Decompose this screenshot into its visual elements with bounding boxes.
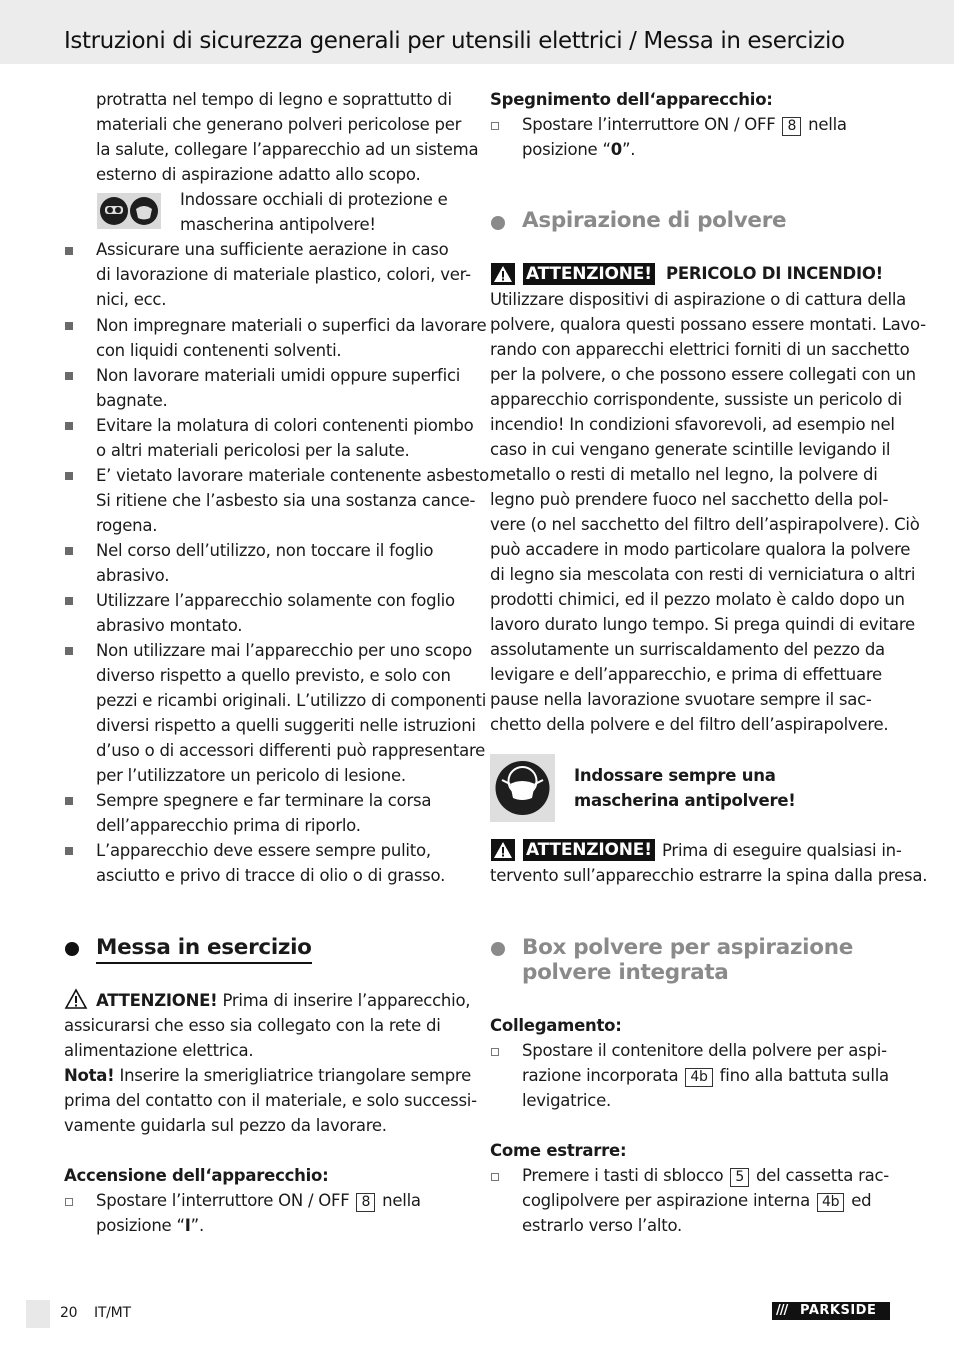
bullet-line: Non impregnare materiali o superfici da lavorare <box>96 316 487 335</box>
page-number: 20 <box>60 1305 78 1321</box>
step-checkbox-icon <box>65 1198 73 1206</box>
ref-8: 8 <box>782 117 801 136</box>
bullet-line: Assicurare una sufficiente aerazione in caso <box>96 240 449 259</box>
icon-note-line: mascherina antipolvere! <box>180 215 376 234</box>
estrarre-heading: Come estrarre: <box>490 1141 627 1160</box>
bullet-line: Si ritiene che l’asbesto sia una sostanza cance- <box>96 491 476 510</box>
asp-line: lavoro durato lungo tempo. Si prega quindi di evitare <box>490 615 915 634</box>
att2-line: tervento sull’apparecchio estrarre la spina dalla presa. <box>490 866 928 885</box>
bullet-line: dell’apparecchio prima di riporlo. <box>96 816 361 835</box>
asp-line: levigare e dell’apparecchio, e prima di effettuare <box>490 665 882 684</box>
bullet-icon <box>65 647 73 655</box>
section-heading-messa: Messa in esercizio <box>96 935 312 964</box>
step-text: Premere i tasti di sblocco <box>522 1166 724 1185</box>
icon-note-line: Indossare occhiali di protezione e <box>180 190 448 209</box>
bullet-line: asciutto e privo di tracce di olio o di grasso. <box>96 866 446 885</box>
mask-note-line: Indossare sempre una <box>574 766 776 785</box>
asp-line: polvere, qualora questi possano essere montati. Lavo- <box>490 315 926 334</box>
asp-line: rando con apparecchi elettrici forniti di un sacchetto <box>490 340 910 359</box>
bullet-line: Evitare la molatura di colori contenenti piombo <box>96 416 474 435</box>
ref-4b: 4b <box>685 1068 712 1087</box>
step-checkbox-icon <box>491 122 499 130</box>
bullet-line: diversi rispetto a quelli suggeriti nelle istruzioni <box>96 716 476 735</box>
estrarre-step <box>522 1163 889 1188</box>
spegnimento-heading: Spegnimento dell‘apparecchio: <box>490 90 773 109</box>
bullet-icon <box>65 422 73 430</box>
ref-5: 5 <box>730 1168 749 1187</box>
step-text: Spostare l’interruttore ON / OFF <box>522 115 776 134</box>
bullet-line: nici, ecc. <box>96 290 167 309</box>
brand-stripes-icon: /// <box>776 1303 788 1318</box>
bullet-icon <box>65 372 73 380</box>
attenzione-text: Prima di inserire l’apparecchio, <box>217 991 471 1010</box>
intro-line: protratta nel tempo di legno e soprattutto di <box>96 90 452 109</box>
position-symbol: I <box>184 1216 191 1235</box>
step-checkbox-icon <box>491 1048 499 1056</box>
step-text: nella <box>808 115 847 134</box>
bullet-line: Nel corso dell’utilizzo, non toccare il foglio <box>96 541 434 560</box>
asp-line: Utilizzare dispositivi di aspirazione o di cattura della <box>490 290 907 309</box>
bullet-line: con liquidi contenenti solventi. <box>96 341 342 360</box>
collegamento-step: levigatrice. <box>522 1091 611 1110</box>
step-text: posizione “ <box>522 140 611 159</box>
step-text: nella <box>382 1191 421 1210</box>
attenzione-line: assicurarsi che esso sia collegato con la rete di <box>64 1016 441 1035</box>
bullet-icon <box>65 597 73 605</box>
bullet-line: abrasivo montato. <box>96 616 243 635</box>
collegamento-heading: Collegamento: <box>490 1016 622 1035</box>
bullet-line: abrasivo. <box>96 566 170 585</box>
bullet-line: diverso rispetto a quello previsto, e solo con <box>96 666 451 685</box>
position-symbol: 0 <box>610 140 622 159</box>
attenzione-line <box>96 988 470 1013</box>
dust-mask-icon <box>490 754 555 822</box>
accensione-heading: Accensione dell‘apparecchio: <box>64 1166 329 1185</box>
bullet-line: per l’utilizzatore un pericolo di lesione. <box>96 766 406 785</box>
brand-name: PARKSIDE <box>800 1303 877 1318</box>
attenzione-badge: ATTENZIONE! <box>523 263 655 285</box>
bullet-icon <box>65 247 73 255</box>
step-text: fino alla battuta sulla <box>719 1066 889 1085</box>
spegnimento-step <box>522 112 847 137</box>
asp-line: apparecchio corrispondente, sussiste un pericolo di <box>490 390 902 409</box>
collegamento-step: Spostare il contenitore della polvere per aspi- <box>522 1041 887 1060</box>
warning-triangle-icon <box>64 988 88 1010</box>
nota-line: vamente guidarla sul pezzo da lavorare. <box>64 1116 387 1135</box>
estrarre-step <box>522 1188 871 1213</box>
step-text: ”. <box>621 140 636 159</box>
asp-line: incendio! In condizioni sfavorevoli, ad esempio nel <box>490 415 895 434</box>
bullet-line: o altri materiali pericolosi per la salute. <box>96 441 410 460</box>
brand-logo <box>772 1302 890 1320</box>
pericolo-label: PERICOLO DI INCENDIO! <box>666 264 883 283</box>
asp-line: assolutamente un surriscaldamento del pezzo da <box>490 640 885 659</box>
bullet-icon <box>65 847 73 855</box>
step-text: Spostare l’interruttore ON / OFF <box>96 1191 350 1210</box>
goggles-mask-icon <box>97 193 161 229</box>
asp-line: pause nella lavorazione svuotare sempre il sac- <box>490 690 872 709</box>
nota-label: Nota! <box>64 1066 115 1085</box>
bullet-line: L’apparecchio deve essere sempre pulito, <box>96 841 431 860</box>
estrarre-step: estrarlo verso l’alto. <box>522 1216 682 1235</box>
step-text: ”. <box>190 1216 204 1235</box>
asp-line: vere (o nel sacchetto del filtro dell’aspirapolvere). Ciò <box>490 515 920 534</box>
bullet-icon <box>65 472 73 480</box>
intro-line: esterno di aspirazione adatto allo scopo. <box>96 165 421 184</box>
bullet-line: E’ vietato lavorare materiale contenente asbesto. <box>96 466 494 485</box>
footer-tab <box>26 1300 50 1328</box>
attenzione-label: ATTENZIONE! <box>96 991 218 1010</box>
step-text: razione incorporata <box>522 1066 679 1085</box>
bullet-line: d’uso o di accessori differenti può rappresentare <box>96 741 486 760</box>
ref-8: 8 <box>356 1193 375 1212</box>
accensione-step <box>96 1213 204 1238</box>
language-code: IT/MT <box>94 1305 131 1321</box>
asp-line: legno può prendere fuoco nel sacchetto della pol- <box>490 490 889 509</box>
warning-triangle-icon <box>491 839 515 861</box>
att2-line: Prima di eseguire qualsiasi in- <box>662 841 902 860</box>
step-text: del cassetta rac- <box>756 1166 889 1185</box>
bullet-icon <box>65 547 73 555</box>
bullet-line: di lavorazione di materiale plastico, colori, ver- <box>96 265 471 284</box>
nota-text: Inserire la smerigliatrice triangolare sempre <box>114 1066 471 1085</box>
section-dot-icon <box>491 942 505 956</box>
warning-triangle-icon <box>491 263 515 285</box>
bullet-icon <box>65 797 73 805</box>
collegamento-step <box>522 1063 889 1088</box>
bullet-icon <box>65 322 73 330</box>
bullet-line: Sempre spegnere e far terminare la corsa <box>96 791 432 810</box>
page-header <box>0 0 954 64</box>
section-heading-box: Box polvere per aspirazione <box>522 935 853 960</box>
step-text: coglipolvere per aspirazione interna <box>522 1191 810 1210</box>
section-dot-icon <box>491 216 505 230</box>
nota-line <box>64 1063 471 1088</box>
section-dot-icon <box>65 942 79 956</box>
bullet-line: bagnate. <box>96 391 168 410</box>
bullet-line: Utilizzare l’apparecchio solamente con foglio <box>96 591 455 610</box>
attenzione-badge: ATTENZIONE! <box>523 839 655 861</box>
bullet-line: Non utilizzare mai l’apparecchio per uno scopo <box>96 641 472 660</box>
step-text: ed <box>851 1191 872 1210</box>
asp-line: per la polvere, o che possono essere collegati con un <box>490 365 916 384</box>
step-checkbox-icon <box>491 1173 499 1181</box>
asp-line: metallo o resti di metallo nel legno, la polvere di <box>490 465 878 484</box>
asp-line: chetto della polvere e del filtro dell’aspirapolvere. <box>490 715 889 734</box>
accensione-step <box>96 1188 421 1213</box>
page-title: Istruzioni di sicurezza generali per utensili elettrici / Messa in esercizio <box>64 28 845 54</box>
ref-4b: 4b <box>817 1193 844 1212</box>
step-text: posizione “ <box>96 1216 185 1235</box>
attenzione-line: alimentazione elettrica. <box>64 1041 254 1060</box>
asp-line: di legno sia mescolata con resti di verniciatura o altri <box>490 565 916 584</box>
section-heading-box: polvere integrata <box>522 960 729 985</box>
bullet-line: rogena. <box>96 516 158 535</box>
asp-line: può accadere in modo particolare qualora la polvere <box>490 540 911 559</box>
bullet-line: pezzi e ricambi originali. L’utilizzo di componenti <box>96 691 487 710</box>
asp-line: caso in cui vengano generate scintille levigando il <box>490 440 891 459</box>
nota-line: prima del contatto con il materiale, e solo successi- <box>64 1091 477 1110</box>
asp-line: prodotti chimici, ed il pezzo molato è caldo dopo un <box>490 590 905 609</box>
intro-line: materiali che generano polveri pericolose per <box>96 115 462 134</box>
section-heading-aspirazione: Aspirazione di polvere <box>522 208 787 233</box>
intro-line: la salute, collegare l’apparecchio ad un sistema <box>96 140 479 159</box>
spegnimento-step <box>522 137 635 162</box>
mask-note-line: mascherina antipolvere! <box>574 791 796 810</box>
bullet-line: Non lavorare materiali umidi oppure superfici <box>96 366 461 385</box>
